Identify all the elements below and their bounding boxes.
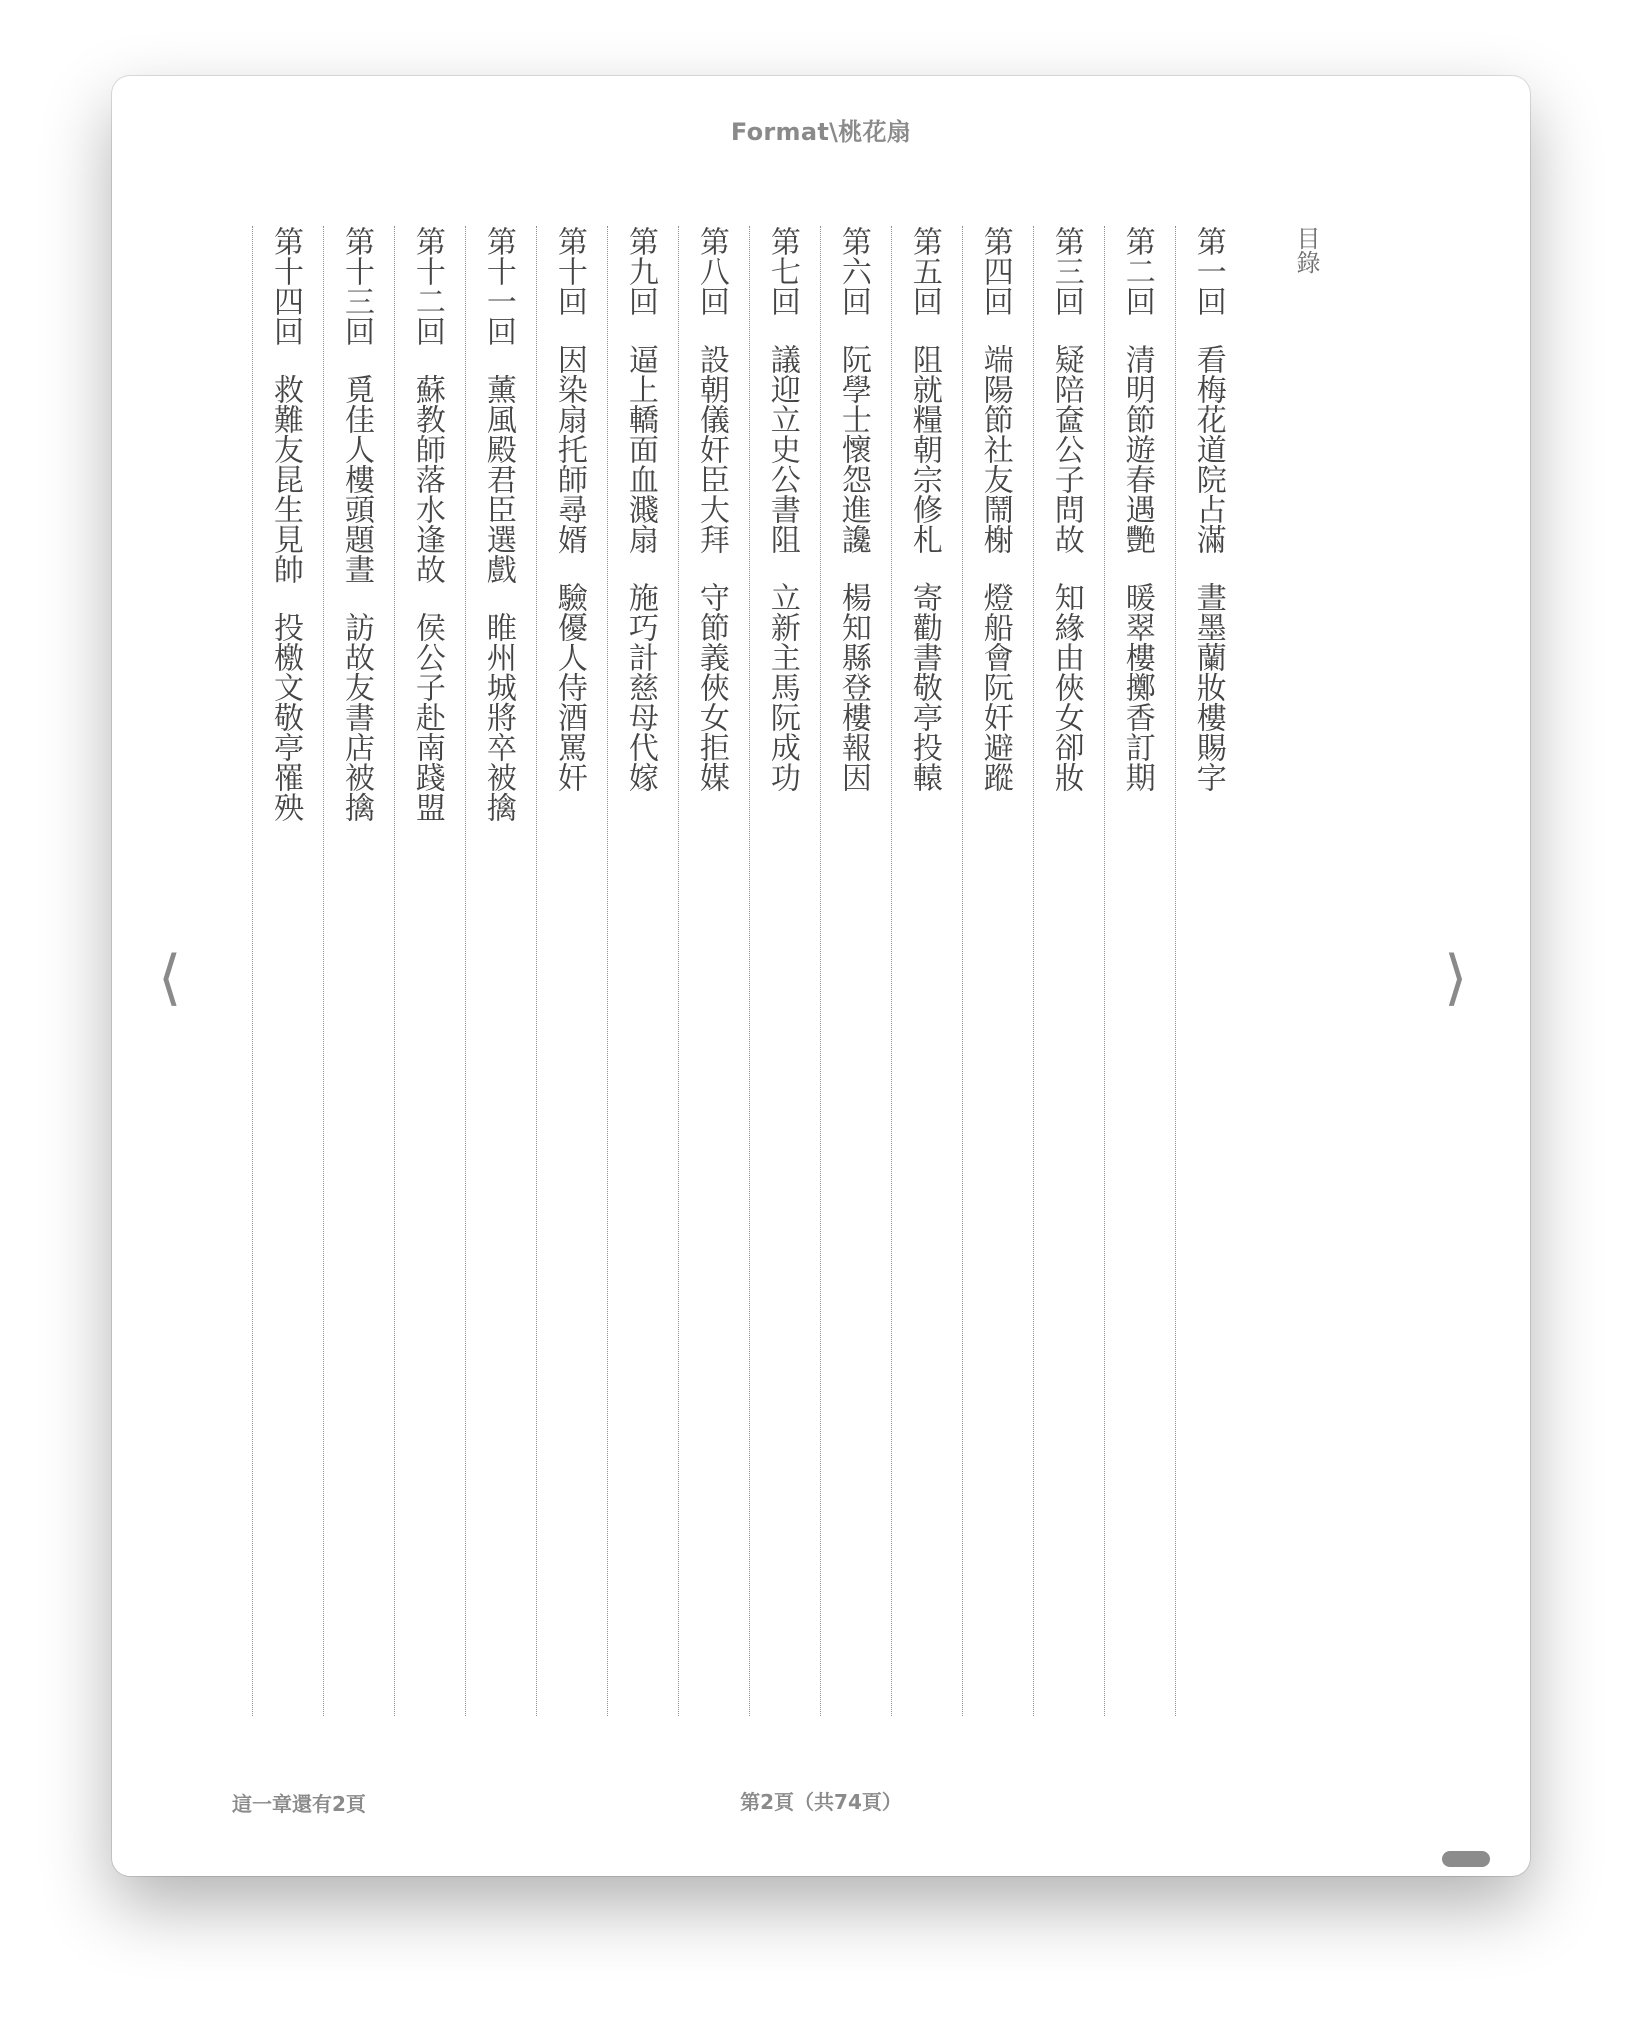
chapter-number: 第十三回	[338, 226, 374, 346]
toc-chapter-entry[interactable]	[749, 226, 820, 1716]
chapter-title-line2: 暖翠樓擲香訂期	[1119, 582, 1155, 792]
toc-chapter-entry[interactable]	[891, 226, 962, 1716]
toc-chapter-entry[interactable]	[607, 226, 678, 1716]
scroll-indicator[interactable]	[1442, 1851, 1490, 1867]
toc-chapter-entry[interactable]	[1033, 226, 1104, 1716]
chapter-title-line1: 救難友昆生見帥	[267, 374, 303, 584]
chapter-number: 第九回	[622, 226, 658, 316]
chapter-title-line1: 因染扇托師尋婿	[551, 344, 587, 554]
chapter-title-line1: 端陽節社友鬧榭	[977, 344, 1013, 554]
chapter-number: 第三回	[1048, 226, 1084, 316]
chapter-title-line2: 投檄文敬亭罹殃	[267, 612, 303, 822]
chapter-title-line2: 施巧計慈母代嫁	[622, 582, 658, 792]
toc-chapter-entry[interactable]	[1104, 226, 1175, 1716]
chapter-title-line1: 阻就糧朝宗修札	[906, 344, 942, 554]
chapter-title-line1: 清明節遊春遇艷	[1119, 344, 1155, 554]
chapter-title-line2: 知緣由俠女卻妝	[1048, 582, 1084, 792]
window-title: Format\桃花扇	[730, 118, 912, 146]
chapter-title-line1: 看梅花道院占滿	[1190, 344, 1226, 554]
chapter-title-line2: 侯公子赴南踐盟	[409, 612, 445, 822]
chapter-title-line2: 睢州城將卒被擒	[480, 612, 516, 822]
toc-chapter-entry[interactable]	[536, 226, 607, 1716]
chapter-title-line1: 薰風殿君臣選戲	[480, 374, 516, 584]
chapter-title-line1: 設朝儀奸臣大拜	[693, 344, 729, 554]
toc-chapter-entry[interactable]	[962, 226, 1033, 1716]
chapter-title-line2: 燈船會阮奸避蹤	[977, 582, 1013, 792]
toc-chapter-entry[interactable]	[323, 226, 394, 1716]
chevron-right-icon[interactable]: ⟩	[1444, 943, 1468, 1013]
chevron-left-icon[interactable]: ⟨	[158, 943, 182, 1013]
chapter-title-line2: 驗優人侍酒罵奸	[551, 582, 587, 792]
toc-heading: 目錄	[1292, 226, 1320, 274]
chapter-number: 第十回	[551, 226, 587, 316]
chapter-title-line2: 寄勸書敬亭投轅	[906, 582, 942, 792]
chapter-remaining-label: 這一章還有2頁	[232, 1792, 366, 1816]
chapter-title-line2: 守節義俠女拒媒	[693, 582, 729, 792]
reader-window	[112, 76, 1530, 1876]
toc-chapter-entry[interactable]	[465, 226, 536, 1716]
page-indicator: 第2頁（共74頁）	[740, 1790, 902, 1814]
chapter-title-line2: 立新主馬阮成功	[764, 582, 800, 792]
chapter-number: 第十一回	[480, 226, 516, 346]
chapter-number: 第八回	[693, 226, 729, 316]
toc-chapter-entry[interactable]	[394, 226, 465, 1716]
toc-chapter-entry[interactable]	[1175, 226, 1246, 1716]
chapter-title-line1: 阮學士懷怨進讒	[835, 344, 871, 554]
chapter-number: 第四回	[977, 226, 1013, 316]
chapter-number: 第十二回	[409, 226, 445, 346]
chapter-number: 第五回	[906, 226, 942, 316]
toc-chapter-entry[interactable]	[252, 226, 323, 1716]
chapter-title-line2: 楊知縣登樓報因	[835, 582, 871, 792]
chapter-number: 第六回	[835, 226, 871, 316]
chapter-number: 第二回	[1119, 226, 1155, 316]
chapter-title-line1: 蘇教師落水逢故	[409, 374, 445, 584]
chapter-number: 第一回	[1190, 226, 1226, 316]
chapter-title-line1: 議迎立史公書阻	[764, 344, 800, 554]
chapter-number: 第十四回	[267, 226, 303, 346]
chapter-title-line2: 訪故友書店被擒	[338, 612, 374, 822]
chapter-number: 第七回	[764, 226, 800, 316]
toc-chapter-entry[interactable]	[820, 226, 891, 1716]
table-of-contents	[252, 226, 1332, 1716]
chapter-title-line1: 疑陪奩公子問故	[1048, 344, 1084, 554]
toc-chapter-entry[interactable]	[678, 226, 749, 1716]
chapter-title-line2: 晝墨蘭妝樓賜字	[1190, 582, 1226, 792]
chapter-title-line1: 覓佳人樓頭題晝	[338, 374, 374, 584]
chapter-title-line1: 逼上轎面血濺扇	[622, 344, 658, 554]
